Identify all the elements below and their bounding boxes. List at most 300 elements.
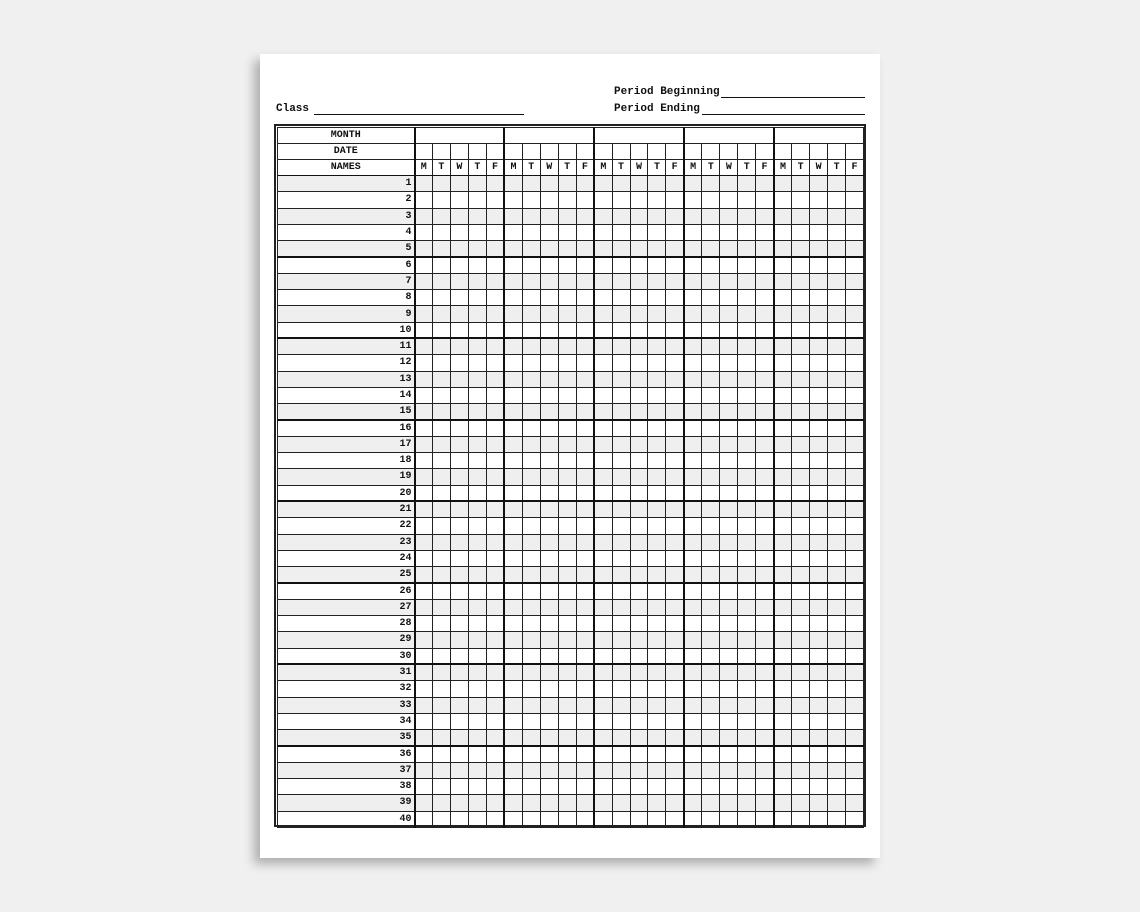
attendance-cell[interactable] [702,355,720,371]
attendance-cell[interactable] [828,355,846,371]
attendance-cell[interactable] [756,632,774,648]
attendance-cell[interactable] [828,485,846,501]
attendance-cell[interactable] [540,404,558,420]
attendance-cell[interactable] [810,469,828,485]
attendance-cell[interactable] [756,404,774,420]
attendance-cell[interactable] [738,387,756,403]
attendance-cell[interactable] [504,192,522,208]
attendance-cell[interactable] [450,616,468,632]
attendance-cell[interactable] [702,616,720,632]
attendance-cell[interactable] [702,453,720,469]
attendance-cell[interactable] [684,518,702,534]
attendance-cell[interactable] [558,290,576,306]
attendance-cell[interactable] [415,371,433,387]
student-name-cell[interactable]: 4 [278,224,415,240]
attendance-cell[interactable] [738,811,756,827]
attendance-cell[interactable] [702,404,720,420]
attendance-cell[interactable] [684,648,702,664]
attendance-cell[interactable] [415,567,433,583]
attendance-cell[interactable] [468,224,486,240]
attendance-cell[interactable] [702,371,720,387]
attendance-cell[interactable] [846,518,864,534]
attendance-cell[interactable] [594,192,612,208]
attendance-cell[interactable] [648,534,666,550]
attendance-cell[interactable] [810,192,828,208]
attendance-cell[interactable] [558,176,576,192]
attendance-cell[interactable] [432,469,450,485]
attendance-cell[interactable] [792,713,810,729]
attendance-cell[interactable] [846,273,864,289]
attendance-cell[interactable] [720,616,738,632]
attendance-cell[interactable] [846,762,864,778]
attendance-cell[interactable] [648,453,666,469]
attendance-cell[interactable] [828,469,846,485]
attendance-cell[interactable] [738,648,756,664]
attendance-cell[interactable] [738,322,756,338]
attendance-cell[interactable] [594,518,612,534]
attendance-cell[interactable] [612,306,630,322]
attendance-cell[interactable] [756,518,774,534]
student-name-cell[interactable]: 29 [278,632,415,648]
attendance-cell[interactable] [738,257,756,273]
attendance-cell[interactable] [630,355,648,371]
attendance-cell[interactable] [432,290,450,306]
attendance-cell[interactable] [612,811,630,827]
attendance-cell[interactable] [774,322,792,338]
attendance-cell[interactable] [810,518,828,534]
attendance-cell[interactable] [648,648,666,664]
attendance-cell[interactable] [630,338,648,354]
attendance-cell[interactable] [630,485,648,501]
attendance-cell[interactable] [648,697,666,713]
student-name-cell[interactable]: 37 [278,762,415,778]
attendance-cell[interactable] [684,795,702,811]
student-name-cell[interactable]: 23 [278,534,415,550]
attendance-cell[interactable] [648,371,666,387]
attendance-cell[interactable] [684,567,702,583]
student-name-cell[interactable]: 6 [278,257,415,273]
attendance-cell[interactable] [486,338,504,354]
attendance-cell[interactable] [684,713,702,729]
attendance-cell[interactable] [792,795,810,811]
date-entry[interactable] [504,144,522,160]
attendance-cell[interactable] [648,730,666,746]
attendance-cell[interactable] [792,534,810,550]
attendance-cell[interactable] [738,485,756,501]
attendance-cell[interactable] [666,404,684,420]
attendance-cell[interactable] [756,306,774,322]
student-name-cell[interactable]: 17 [278,436,415,452]
attendance-cell[interactable] [648,518,666,534]
attendance-cell[interactable] [738,273,756,289]
attendance-cell[interactable] [468,436,486,452]
attendance-cell[interactable] [738,713,756,729]
attendance-cell[interactable] [594,599,612,615]
attendance-cell[interactable] [846,795,864,811]
attendance-cell[interactable] [540,420,558,436]
attendance-cell[interactable] [504,713,522,729]
attendance-cell[interactable] [774,730,792,746]
attendance-cell[interactable] [756,322,774,338]
attendance-cell[interactable] [576,387,594,403]
attendance-cell[interactable] [468,730,486,746]
attendance-cell[interactable] [702,469,720,485]
attendance-cell[interactable] [810,436,828,452]
attendance-cell[interactable] [810,567,828,583]
attendance-cell[interactable] [468,567,486,583]
month-entry[interactable] [774,128,864,144]
month-entry[interactable] [415,128,505,144]
attendance-cell[interactable] [828,534,846,550]
attendance-cell[interactable] [415,485,433,501]
attendance-cell[interactable] [450,648,468,664]
attendance-cell[interactable] [846,241,864,257]
attendance-cell[interactable] [522,795,540,811]
attendance-cell[interactable] [684,632,702,648]
attendance-cell[interactable] [468,648,486,664]
attendance-cell[interactable] [702,518,720,534]
attendance-cell[interactable] [702,420,720,436]
attendance-cell[interactable] [630,599,648,615]
attendance-cell[interactable] [756,176,774,192]
attendance-cell[interactable] [504,371,522,387]
attendance-cell[interactable] [702,778,720,794]
attendance-cell[interactable] [486,762,504,778]
attendance-cell[interactable] [432,599,450,615]
attendance-cell[interactable] [702,176,720,192]
attendance-cell[interactable] [648,550,666,566]
attendance-cell[interactable] [756,616,774,632]
attendance-cell[interactable] [738,208,756,224]
attendance-cell[interactable] [702,795,720,811]
attendance-cell[interactable] [540,518,558,534]
attendance-cell[interactable] [594,371,612,387]
attendance-cell[interactable] [522,567,540,583]
attendance-cell[interactable] [630,453,648,469]
attendance-cell[interactable] [486,501,504,517]
attendance-cell[interactable] [522,355,540,371]
attendance-cell[interactable] [558,697,576,713]
attendance-cell[interactable] [756,713,774,729]
attendance-cell[interactable] [774,518,792,534]
attendance-cell[interactable] [702,648,720,664]
attendance-cell[interactable] [684,811,702,827]
attendance-cell[interactable] [702,290,720,306]
attendance-cell[interactable] [666,616,684,632]
attendance-cell[interactable] [432,730,450,746]
attendance-cell[interactable] [415,811,433,827]
attendance-cell[interactable] [486,453,504,469]
attendance-cell[interactable] [666,485,684,501]
attendance-cell[interactable] [540,322,558,338]
attendance-cell[interactable] [504,241,522,257]
attendance-cell[interactable] [540,273,558,289]
attendance-cell[interactable] [450,241,468,257]
attendance-cell[interactable] [810,681,828,697]
attendance-cell[interactable] [540,550,558,566]
attendance-cell[interactable] [792,273,810,289]
attendance-cell[interactable] [756,355,774,371]
attendance-cell[interactable] [522,730,540,746]
attendance-cell[interactable] [540,599,558,615]
attendance-cell[interactable] [576,306,594,322]
attendance-cell[interactable] [630,664,648,680]
attendance-cell[interactable] [828,453,846,469]
attendance-cell[interactable] [486,681,504,697]
attendance-cell[interactable] [432,811,450,827]
attendance-cell[interactable] [522,371,540,387]
attendance-cell[interactable] [558,599,576,615]
attendance-cell[interactable] [504,420,522,436]
attendance-cell[interactable] [558,616,576,632]
attendance-cell[interactable] [612,713,630,729]
attendance-cell[interactable] [450,632,468,648]
attendance-cell[interactable] [792,648,810,664]
student-name-cell[interactable]: 8 [278,290,415,306]
attendance-cell[interactable] [415,664,433,680]
attendance-cell[interactable] [468,241,486,257]
attendance-cell[interactable] [666,436,684,452]
attendance-cell[interactable] [666,224,684,240]
attendance-cell[interactable] [468,485,486,501]
attendance-cell[interactable] [504,697,522,713]
attendance-cell[interactable] [415,306,433,322]
attendance-cell[interactable] [576,355,594,371]
attendance-cell[interactable] [558,501,576,517]
attendance-cell[interactable] [702,501,720,517]
attendance-cell[interactable] [666,355,684,371]
attendance-cell[interactable] [702,697,720,713]
attendance-cell[interactable] [522,192,540,208]
attendance-cell[interactable] [540,778,558,794]
attendance-cell[interactable] [468,273,486,289]
attendance-cell[interactable] [630,192,648,208]
attendance-cell[interactable] [792,192,810,208]
attendance-cell[interactable] [684,273,702,289]
attendance-cell[interactable] [648,795,666,811]
attendance-cell[interactable] [630,387,648,403]
attendance-cell[interactable] [504,648,522,664]
attendance-cell[interactable] [810,208,828,224]
attendance-cell[interactable] [738,371,756,387]
attendance-cell[interactable] [504,322,522,338]
attendance-cell[interactable] [432,192,450,208]
attendance-cell[interactable] [738,762,756,778]
attendance-cell[interactable] [432,257,450,273]
attendance-cell[interactable] [846,371,864,387]
attendance-cell[interactable] [738,453,756,469]
attendance-cell[interactable] [432,306,450,322]
attendance-cell[interactable] [756,338,774,354]
attendance-cell[interactable] [504,550,522,566]
attendance-cell[interactable] [738,176,756,192]
attendance-cell[interactable] [594,681,612,697]
attendance-cell[interactable] [630,632,648,648]
attendance-cell[interactable] [594,778,612,794]
student-name-cell[interactable]: 22 [278,518,415,534]
attendance-cell[interactable] [612,746,630,762]
attendance-cell[interactable] [612,567,630,583]
attendance-cell[interactable] [558,730,576,746]
attendance-cell[interactable] [468,697,486,713]
attendance-cell[interactable] [594,257,612,273]
attendance-cell[interactable] [846,453,864,469]
attendance-cell[interactable] [846,664,864,680]
attendance-cell[interactable] [522,387,540,403]
attendance-cell[interactable] [702,746,720,762]
student-name-cell[interactable]: 33 [278,697,415,713]
attendance-cell[interactable] [594,453,612,469]
attendance-cell[interactable] [540,811,558,827]
attendance-cell[interactable] [738,469,756,485]
attendance-cell[interactable] [702,567,720,583]
attendance-cell[interactable] [576,697,594,713]
attendance-cell[interactable] [558,306,576,322]
attendance-cell[interactable] [558,762,576,778]
attendance-cell[interactable] [720,518,738,534]
attendance-cell[interactable] [774,420,792,436]
attendance-cell[interactable] [738,681,756,697]
attendance-cell[interactable] [450,355,468,371]
attendance-cell[interactable] [774,648,792,664]
attendance-cell[interactable] [612,599,630,615]
attendance-cell[interactable] [828,746,846,762]
attendance-cell[interactable] [666,469,684,485]
attendance-cell[interactable] [612,648,630,664]
attendance-cell[interactable] [666,290,684,306]
attendance-cell[interactable] [415,420,433,436]
attendance-cell[interactable] [504,762,522,778]
attendance-cell[interactable] [594,306,612,322]
attendance-cell[interactable] [774,501,792,517]
attendance-cell[interactable] [558,208,576,224]
attendance-cell[interactable] [666,632,684,648]
attendance-cell[interactable] [792,453,810,469]
attendance-cell[interactable] [810,453,828,469]
attendance-cell[interactable] [468,208,486,224]
attendance-cell[interactable] [630,713,648,729]
attendance-cell[interactable] [810,811,828,827]
attendance-cell[interactable] [684,599,702,615]
attendance-cell[interactable] [486,371,504,387]
attendance-cell[interactable] [702,599,720,615]
student-name-cell[interactable]: 39 [278,795,415,811]
attendance-cell[interactable] [720,224,738,240]
attendance-cell[interactable] [468,583,486,599]
attendance-cell[interactable] [415,241,433,257]
attendance-cell[interactable] [810,795,828,811]
attendance-cell[interactable] [468,778,486,794]
attendance-cell[interactable] [450,322,468,338]
attendance-cell[interactable] [612,616,630,632]
attendance-cell[interactable] [720,485,738,501]
attendance-cell[interactable] [774,371,792,387]
attendance-cell[interactable] [720,241,738,257]
attendance-cell[interactable] [648,322,666,338]
attendance-cell[interactable] [702,273,720,289]
attendance-cell[interactable] [738,795,756,811]
attendance-cell[interactable] [756,648,774,664]
attendance-cell[interactable] [432,632,450,648]
attendance-cell[interactable] [702,583,720,599]
attendance-cell[interactable] [774,338,792,354]
attendance-cell[interactable] [756,241,774,257]
date-entry[interactable] [810,144,828,160]
attendance-cell[interactable] [792,306,810,322]
attendance-cell[interactable] [540,192,558,208]
attendance-cell[interactable] [720,176,738,192]
attendance-cell[interactable] [486,322,504,338]
attendance-cell[interactable] [792,697,810,713]
attendance-cell[interactable] [576,501,594,517]
date-entry[interactable] [468,144,486,160]
attendance-cell[interactable] [558,192,576,208]
attendance-cell[interactable] [486,192,504,208]
attendance-cell[interactable] [486,811,504,827]
attendance-cell[interactable] [558,550,576,566]
attendance-cell[interactable] [594,713,612,729]
attendance-cell[interactable] [828,648,846,664]
attendance-cell[interactable] [594,730,612,746]
attendance-cell[interactable] [720,778,738,794]
attendance-cell[interactable] [415,730,433,746]
attendance-cell[interactable] [846,322,864,338]
attendance-cell[interactable] [576,338,594,354]
attendance-cell[interactable] [666,567,684,583]
student-name-cell[interactable]: 2 [278,192,415,208]
attendance-cell[interactable] [648,664,666,680]
attendance-cell[interactable] [720,355,738,371]
attendance-cell[interactable] [594,664,612,680]
attendance-cell[interactable] [666,730,684,746]
attendance-cell[interactable] [774,664,792,680]
attendance-cell[interactable] [648,257,666,273]
attendance-cell[interactable] [558,224,576,240]
attendance-cell[interactable] [702,550,720,566]
attendance-cell[interactable] [846,355,864,371]
student-name-cell[interactable]: 28 [278,616,415,632]
attendance-cell[interactable] [486,469,504,485]
attendance-cell[interactable] [630,795,648,811]
attendance-cell[interactable] [558,713,576,729]
attendance-cell[interactable] [612,469,630,485]
attendance-cell[interactable] [504,501,522,517]
attendance-cell[interactable] [504,338,522,354]
attendance-cell[interactable] [756,762,774,778]
attendance-cell[interactable] [846,404,864,420]
attendance-cell[interactable] [432,501,450,517]
attendance-cell[interactable] [738,550,756,566]
attendance-cell[interactable] [720,681,738,697]
attendance-cell[interactable] [540,485,558,501]
attendance-cell[interactable] [504,404,522,420]
attendance-cell[interactable] [702,534,720,550]
attendance-cell[interactable] [702,713,720,729]
attendance-cell[interactable] [702,632,720,648]
attendance-cell[interactable] [774,306,792,322]
attendance-cell[interactable] [720,387,738,403]
attendance-cell[interactable] [828,550,846,566]
attendance-cell[interactable] [792,681,810,697]
attendance-cell[interactable] [558,681,576,697]
student-name-cell[interactable]: 36 [278,746,415,762]
attendance-cell[interactable] [594,616,612,632]
attendance-cell[interactable] [576,257,594,273]
attendance-cell[interactable] [684,192,702,208]
attendance-cell[interactable] [648,599,666,615]
attendance-cell[interactable] [774,404,792,420]
attendance-cell[interactable] [450,404,468,420]
